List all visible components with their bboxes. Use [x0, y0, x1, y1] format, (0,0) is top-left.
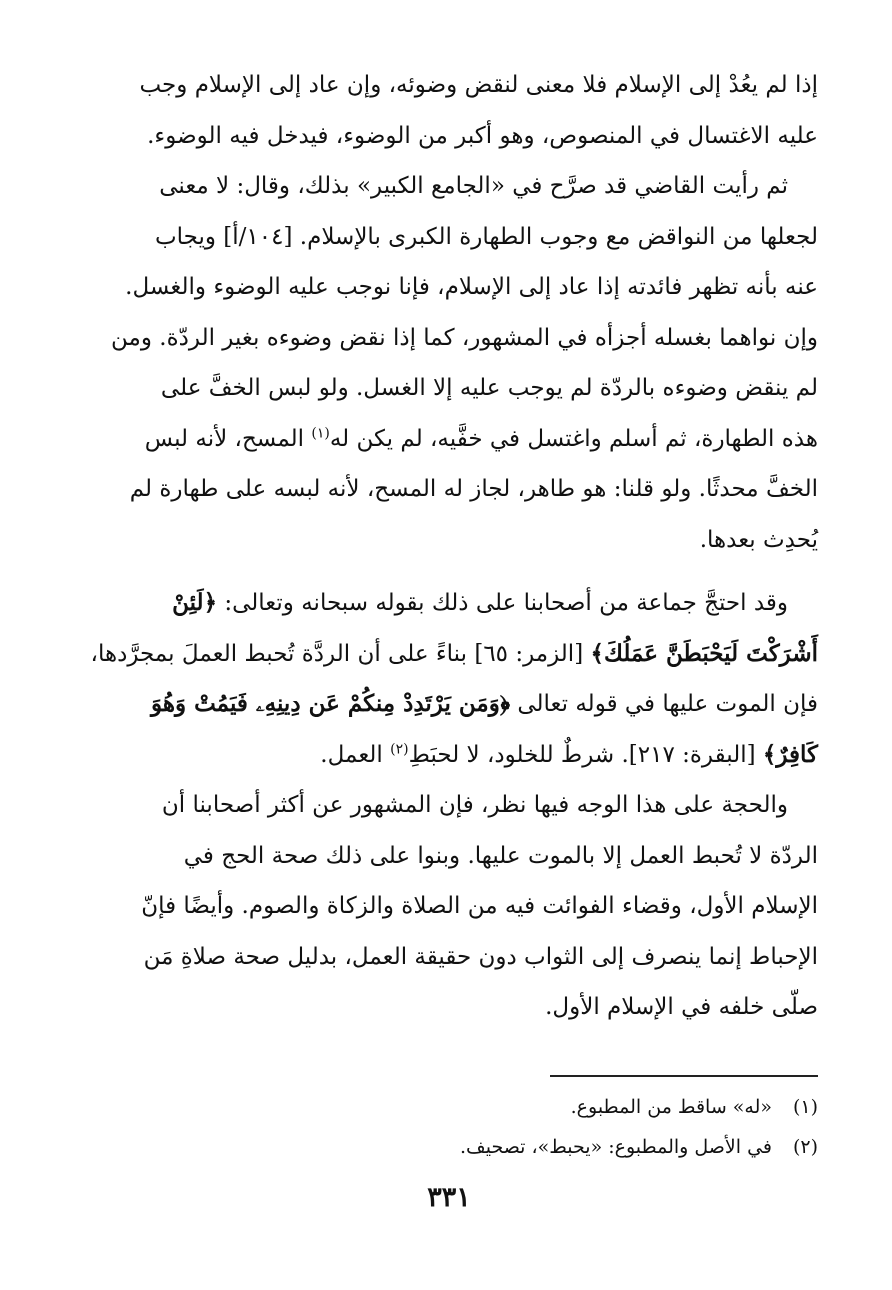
text-line: المسح، لأنه لبس: [144, 425, 312, 452]
paragraph-2-line-5: [80, 363, 818, 414]
paragraph-4-line-1: [80, 780, 818, 831]
paragraph-2-line-7: [80, 464, 818, 515]
footnote-reference-1[interactable]: (١): [311, 424, 330, 441]
paragraph-2-line-6: [80, 414, 818, 465]
paragraph-4-line-2: [80, 831, 818, 882]
paragraph-2-line-3: [80, 262, 818, 313]
page: [80, 60, 818, 1213]
quran-verse: ﴿لَئِنْ: [172, 589, 218, 616]
text-line: لجعلها من النواقض مع وجوب الطهارة الكبرى بالإسلام. [١٠٤/أ] ويجاب: [154, 223, 818, 250]
text-line: هذه الطهارة، ثم أسلم واغتسل في خفَّيه، لم يكن له: [329, 425, 818, 452]
paragraph-1-line-1: [80, 60, 818, 111]
footnotes: [80, 1087, 818, 1167]
text-line: الخفَّ محدثًا. ولو قلنا: هو طاهر، لجاز له المسح، لأنه لبسه على طهارة لم: [129, 476, 818, 502]
paragraph-3-line-4: [80, 730, 818, 781]
text-line: فإن الموت عليها في قوله تعالى: [510, 691, 818, 717]
paragraph-4-line-3: [80, 881, 818, 932]
text-line: الإسلام الأول، وقضاء الفوائت فيه من الصلاة والزكاة والصوم. وأيضًا فإنّ: [141, 893, 818, 919]
footnote-1: [80, 1087, 818, 1127]
footnote-divider: [550, 1075, 818, 1077]
text-line: عليه الاغتسال في المنصوص، وهو أكبر من الوضوء، فيدخل فيه الوضوء.: [147, 122, 818, 149]
footnote-reference-2[interactable]: (٢): [390, 740, 409, 757]
text-line: ثم رأيت القاضي قد صرَّح في «الجامع الكبير» بذلك، وقال: لا معنى: [159, 173, 788, 199]
footnote-2: [80, 1127, 818, 1167]
paragraph-3-line-2: [80, 629, 818, 680]
text-line: لم ينقض وضوءه بالردّة لم يوجب عليه إلا الغسل. ولو لبس الخفَّ على: [160, 375, 818, 401]
footnote-number: (٢): [792, 1136, 818, 1158]
page-number: ٣٣١: [427, 1182, 471, 1213]
paragraph-2-line-2: [80, 212, 818, 263]
paragraph-1-line-2: [80, 111, 818, 162]
paragraph-3-line-3: [80, 679, 818, 730]
footnote-text: «له» ساقط من المطبوع.: [570, 1096, 772, 1118]
text-line: [الزمر: ٦٥] بناءً على أن الردَّة تُحبط العملَ بمجرَّدها،: [90, 640, 591, 667]
text-line: الإحباط إنما ينصرف إلى الثواب دون حقيقة العمل، بدليل صحة صلاةِ مَن: [143, 943, 818, 970]
footnote-number: (١): [792, 1096, 818, 1118]
text-line: وقد احتجَّ جماعة من أصحابنا على ذلك بقوله سبحانه وتعالى:: [217, 590, 788, 616]
text-line: [البقرة: ٢١٧]. شرطٌ للخلود، لا لحبَطِ: [408, 741, 763, 768]
quran-verse: كَافِرٌ﴾: [762, 740, 818, 768]
text-line: الردّة لا تُحبط العمل إلا بالموت عليها. وبنوا على ذلك صحة الحج في: [183, 842, 818, 869]
quran-verse: ﴿وَمَن يَرْتَدِدْ مِنكُمْ عَن دِينِهِۦ فَيَمُتْ وَهُوَ: [150, 690, 511, 717]
paragraph-4-line-5: [80, 982, 818, 1033]
paragraph-2-line-1: [80, 161, 818, 212]
text-line: وإن نواهما بغسله أجزأه في المشهور، كما إذا نقض وضوءه بغير الردّة. ومن: [111, 324, 818, 351]
footnote-text: في الأصل والمطبوع: «يحبط»، تصحيف.: [460, 1136, 772, 1158]
paragraph-2-line-8: [80, 515, 818, 566]
text-line: العمل.: [320, 741, 391, 768]
paragraph-3-line-1: [80, 578, 818, 629]
quran-verse: أَشْرَكْتَ لَيَحْبَطَنَّ عَمَلُكَ﴾: [590, 639, 818, 667]
text-line: يُحدِث بعدها.: [699, 526, 818, 553]
paragraph-2-line-4: [80, 313, 818, 364]
text-line: عنه بأنه تظهر فائدته إذا عاد إلى الإسلام، فإنا نوجب عليه الوضوء والغسل.: [125, 274, 818, 300]
text-line: إذا لم يعُدْ إلى الإسلام فلا معنى لنقض وضوئه، وإن عاد إلى الإسلام وجب: [139, 72, 818, 98]
main-text: [80, 60, 818, 1033]
paragraph-4-line-4: [80, 932, 818, 983]
text-line: صلّى خلفه في الإسلام الأول.: [545, 994, 818, 1020]
text-line: والحجة على هذا الوجه فيها نظر، فإن المشهور عن أكثر أصحابنا أن: [161, 792, 788, 818]
